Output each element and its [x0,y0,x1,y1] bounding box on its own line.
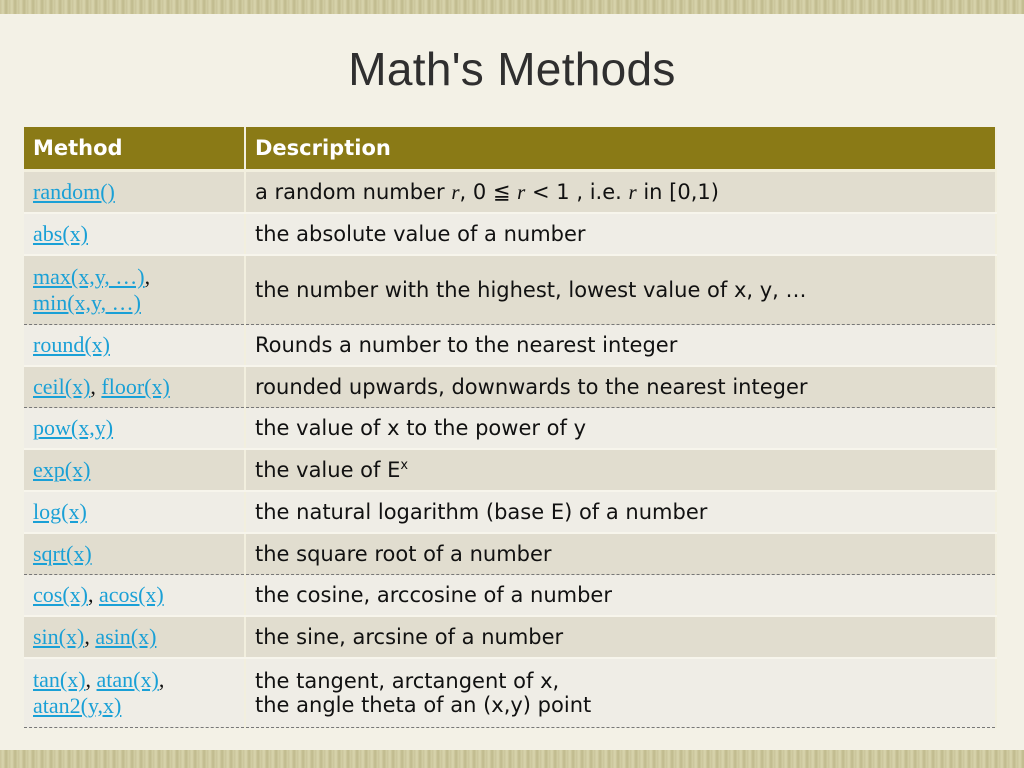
method-cell [24,533,245,575]
method-link-floor[interactable]: floor(x) [101,374,170,399]
table-header-row [24,127,996,171]
description-cell [245,658,996,728]
description-cell: the square root of a number [245,533,996,575]
description-cell [245,171,996,214]
method-link-cos[interactable]: cos(x) [33,582,88,607]
description-cell: rounded upwards, downwards to the nearest integer [245,366,996,408]
table-row [24,213,996,255]
method-link-sin[interactable]: sin(x) [33,624,85,649]
bottom-decorative-band [0,750,1024,768]
method-cell [24,255,245,325]
method-link-log[interactable]: log(x) [33,499,87,524]
description-cell: the value of x to the power of y [245,408,996,450]
desc-line: the angle theta of an (x,y) point [255,693,592,717]
desc-text: a random number [255,179,452,204]
table-row [24,616,996,658]
slide-title: Math's Methods [348,43,676,95]
method-link-pow[interactable]: pow(x,y) [33,415,114,440]
method-link-asin[interactable]: asin(x) [95,624,157,649]
table-row [24,408,996,450]
description-cell: the number with the highest, lowest value of x, y, … [245,255,996,325]
description-cell: Rounds a number to the nearest integer [245,325,996,367]
method-link-atan[interactable]: atan(x) [96,667,159,692]
comma-separator: , [158,667,165,692]
desc-text: the value of E [255,458,401,482]
table-row [24,171,996,214]
method-link-ceil[interactable]: ceil(x) [33,374,91,399]
method-link-atan2[interactable]: atan2(y,x) [33,693,122,718]
method-cell [24,325,245,367]
comma-separator: , [84,624,96,649]
method-cell [24,366,245,408]
desc-var-r: r [517,179,526,204]
top-decorative-band [0,0,1024,14]
description-cell: the absolute value of a number [245,213,996,255]
method-cell [24,575,245,617]
table-row [24,449,996,491]
method-link-max[interactable]: max(x,y, …) [33,264,145,289]
description-cell: the cosine, arccosine of a number [245,575,996,617]
comma-separator: , [85,667,97,692]
table-row [24,366,996,408]
desc-text: in [0,1) [636,179,719,204]
method-link-sqrt[interactable]: sqrt(x) [33,541,92,566]
table-row [24,325,996,367]
desc-line: the tangent, arctangent of x, [255,669,560,693]
method-link-round[interactable]: round(x) [33,332,110,357]
table-row [24,575,996,617]
desc-text: , 0 ≦ [459,179,518,204]
method-cell [24,213,245,255]
method-cell [24,171,245,214]
table-row [24,255,996,325]
method-column-header: Method [24,127,245,171]
desc-text: < 1 , i.e. [525,179,629,204]
method-cell [24,616,245,658]
method-link-min[interactable]: min(x,y, …) [33,290,141,315]
math-methods-table [24,127,997,728]
table-row [24,533,996,575]
method-cell [24,658,245,728]
table-row [24,658,996,728]
comma-separator: , [144,264,151,289]
description-column-header: Description [245,127,996,171]
method-link-random[interactable]: random() [33,179,115,204]
comma-separator: , [90,374,102,399]
desc-superscript: x [400,458,409,473]
description-cell: the sine, arcsine of a number [245,616,996,658]
method-cell [24,449,245,491]
method-link-abs[interactable]: abs(x) [33,221,88,246]
method-link-acos[interactable]: acos(x) [98,582,164,607]
description-cell: the natural logarithm (base E) of a number [245,491,996,533]
table-row [24,491,996,533]
desc-var-r: r [628,179,637,204]
method-cell [24,408,245,450]
comma-separator: , [87,582,99,607]
method-link-tan[interactable]: tan(x) [33,667,86,692]
desc-var-r: r [451,179,460,204]
description-cell [245,449,996,491]
method-cell [24,491,245,533]
method-link-exp[interactable]: exp(x) [33,457,91,482]
